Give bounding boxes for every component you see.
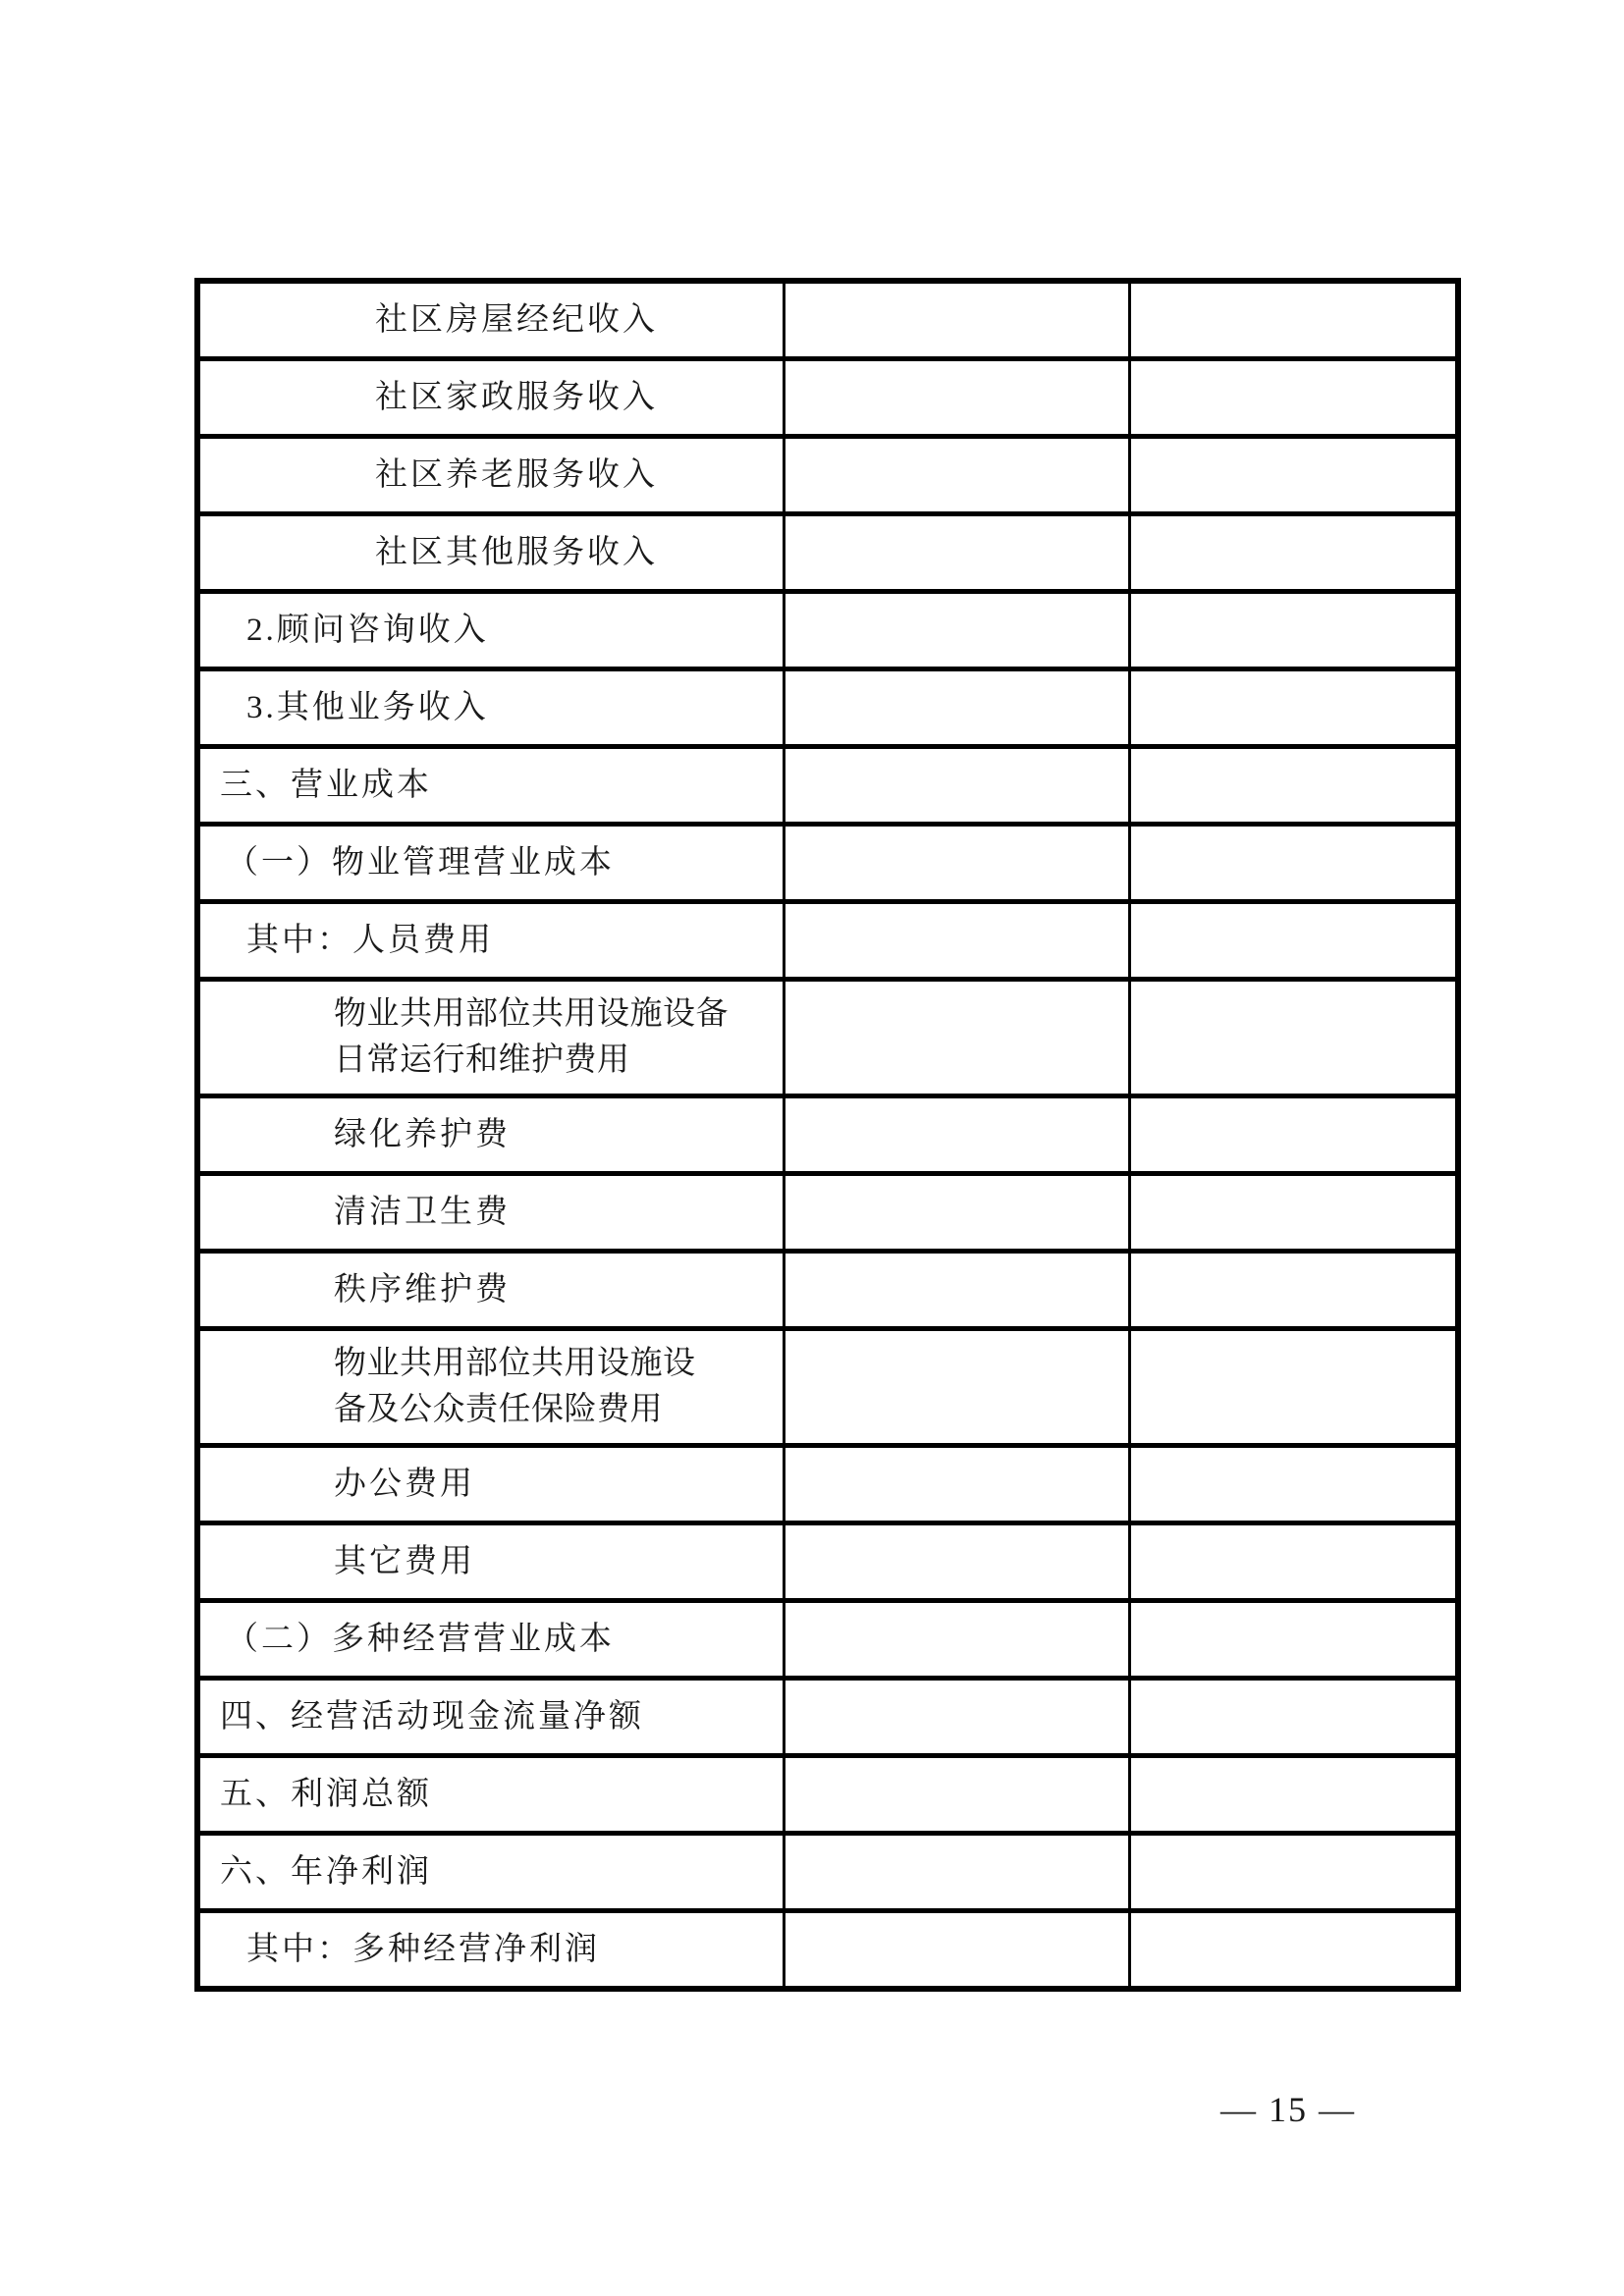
row-label-cell xyxy=(197,1096,784,1174)
table-row xyxy=(197,669,1458,747)
table-row xyxy=(197,514,1458,592)
row-label: 社区其他服务收入 xyxy=(375,534,658,570)
row-label-cell xyxy=(197,1446,784,1523)
row-value-cell-1 xyxy=(784,1174,1129,1252)
row-label: 五、利润总额 xyxy=(220,1776,432,1812)
row-value-cell-2 xyxy=(1129,1446,1458,1523)
row-label: 清洁卫生费 xyxy=(334,1194,511,1230)
table-row xyxy=(197,902,1458,980)
row-value-cell-2 xyxy=(1129,669,1458,747)
row-value-cell-1 xyxy=(784,359,1129,437)
row-label-cell xyxy=(197,825,784,902)
table-row xyxy=(197,747,1458,825)
row-value-cell-2 xyxy=(1129,980,1458,1096)
table-row xyxy=(197,1756,1458,1834)
row-label-cell xyxy=(197,1601,784,1679)
row-value-cell-1 xyxy=(784,437,1129,514)
row-value-cell-1 xyxy=(784,825,1129,902)
row-value-cell-1 xyxy=(784,1679,1129,1756)
row-value-cell-1 xyxy=(784,669,1129,747)
row-value-cell-2 xyxy=(1129,747,1458,825)
row-value-cell-2 xyxy=(1129,1601,1458,1679)
table-row xyxy=(197,1329,1458,1446)
row-value-cell-2 xyxy=(1129,592,1458,669)
row-value-cell-1 xyxy=(784,281,1129,359)
row-value-cell-1 xyxy=(784,1523,1129,1601)
table-row xyxy=(197,1446,1458,1523)
row-label-cell xyxy=(197,1911,784,1990)
row-label-cell xyxy=(197,514,784,592)
row-value-cell-1 xyxy=(784,1446,1129,1523)
row-label-cell xyxy=(197,1523,784,1601)
row-value-cell-1 xyxy=(784,1096,1129,1174)
row-label-cell xyxy=(197,592,784,669)
row-label-cell xyxy=(197,747,784,825)
row-label-cell xyxy=(197,1174,784,1252)
row-value-cell-1 xyxy=(784,747,1129,825)
row-value-cell-1 xyxy=(784,902,1129,980)
row-label-cell xyxy=(197,1679,784,1756)
row-value-cell-2 xyxy=(1129,514,1458,592)
table-row xyxy=(197,281,1458,359)
row-value-cell-1 xyxy=(784,1756,1129,1834)
row-value-cell-2 xyxy=(1129,281,1458,359)
table-row xyxy=(197,1252,1458,1329)
row-label: 社区房屋经纪收入 xyxy=(375,301,658,338)
table-row xyxy=(197,1096,1458,1174)
table-row xyxy=(197,592,1458,669)
table-row xyxy=(197,980,1458,1096)
row-value-cell-2 xyxy=(1129,1252,1458,1329)
row-value-cell-2 xyxy=(1129,1329,1458,1446)
row-label: 社区养老服务收入 xyxy=(375,456,658,493)
row-label-cell xyxy=(197,281,784,359)
row-value-cell-2 xyxy=(1129,1679,1458,1756)
row-label-cell xyxy=(197,902,784,980)
row-label: 备及公众责任保险费用 xyxy=(334,1392,663,1427)
row-label: 四、经营活动现金流量净额 xyxy=(220,1698,644,1735)
table-row xyxy=(197,825,1458,902)
row-label: 3.其他业务收入 xyxy=(246,689,489,725)
row-label-cell xyxy=(197,1756,784,1834)
table-row xyxy=(197,359,1458,437)
table-row xyxy=(197,1834,1458,1911)
row-value-cell-2 xyxy=(1129,437,1458,514)
row-label-cell xyxy=(197,1834,784,1911)
row-label: 日常运行和维护费用 xyxy=(334,1042,630,1078)
row-value-cell-1 xyxy=(784,1329,1129,1446)
row-value-cell-2 xyxy=(1129,359,1458,437)
table-row xyxy=(197,1601,1458,1679)
row-value-cell-2 xyxy=(1129,1834,1458,1911)
row-value-cell-1 xyxy=(784,514,1129,592)
row-label: 其中：多种经营净利润 xyxy=(246,1931,600,1967)
row-value-cell-1 xyxy=(784,1601,1129,1679)
row-value-cell-2 xyxy=(1129,1523,1458,1601)
row-value-cell-2 xyxy=(1129,825,1458,902)
row-label: 秩序维护费 xyxy=(334,1271,511,1308)
table-row xyxy=(197,1911,1458,1990)
row-label: 社区家政服务收入 xyxy=(375,379,658,415)
row-value-cell-1 xyxy=(784,1911,1129,1990)
row-label: 办公费用 xyxy=(334,1466,475,1502)
financial-form-table xyxy=(194,278,1461,1992)
row-label-cell xyxy=(197,359,784,437)
row-value-cell-2 xyxy=(1129,1096,1458,1174)
table-row xyxy=(197,1174,1458,1252)
row-label-cell xyxy=(197,437,784,514)
row-label: 2.顾问咨询收入 xyxy=(246,612,489,648)
row-value-cell-2 xyxy=(1129,1911,1458,1990)
row-label: 绿化养护费 xyxy=(334,1116,511,1152)
row-value-cell-1 xyxy=(784,1252,1129,1329)
table-row xyxy=(197,1679,1458,1756)
row-label: 三、营业成本 xyxy=(220,767,432,803)
table-row xyxy=(197,1523,1458,1601)
row-value-cell-2 xyxy=(1129,1756,1458,1834)
row-value-cell-2 xyxy=(1129,1174,1458,1252)
row-label-cell xyxy=(197,669,784,747)
row-label-cell xyxy=(197,980,784,1096)
row-value-cell-1 xyxy=(784,1834,1129,1911)
row-value-cell-1 xyxy=(784,980,1129,1096)
financial-form-table-body xyxy=(197,281,1458,1989)
row-value-cell-2 xyxy=(1129,902,1458,980)
page-number: — 15 — xyxy=(1220,2090,1356,2129)
row-label: （一）物业管理营业成本 xyxy=(226,844,615,881)
row-label: 物业共用部位共用设施设 xyxy=(334,1346,696,1381)
row-label: 物业共用部位共用设施设备 xyxy=(334,996,729,1032)
row-label: 其中：人员费用 xyxy=(246,922,494,958)
row-label-cell xyxy=(197,1329,784,1446)
row-label-cell xyxy=(197,1252,784,1329)
row-label: 六、年净利润 xyxy=(220,1853,432,1890)
table-row xyxy=(197,437,1458,514)
row-value-cell-1 xyxy=(784,592,1129,669)
row-label: 其它费用 xyxy=(334,1543,475,1579)
row-label: （二）多种经营营业成本 xyxy=(226,1621,615,1657)
